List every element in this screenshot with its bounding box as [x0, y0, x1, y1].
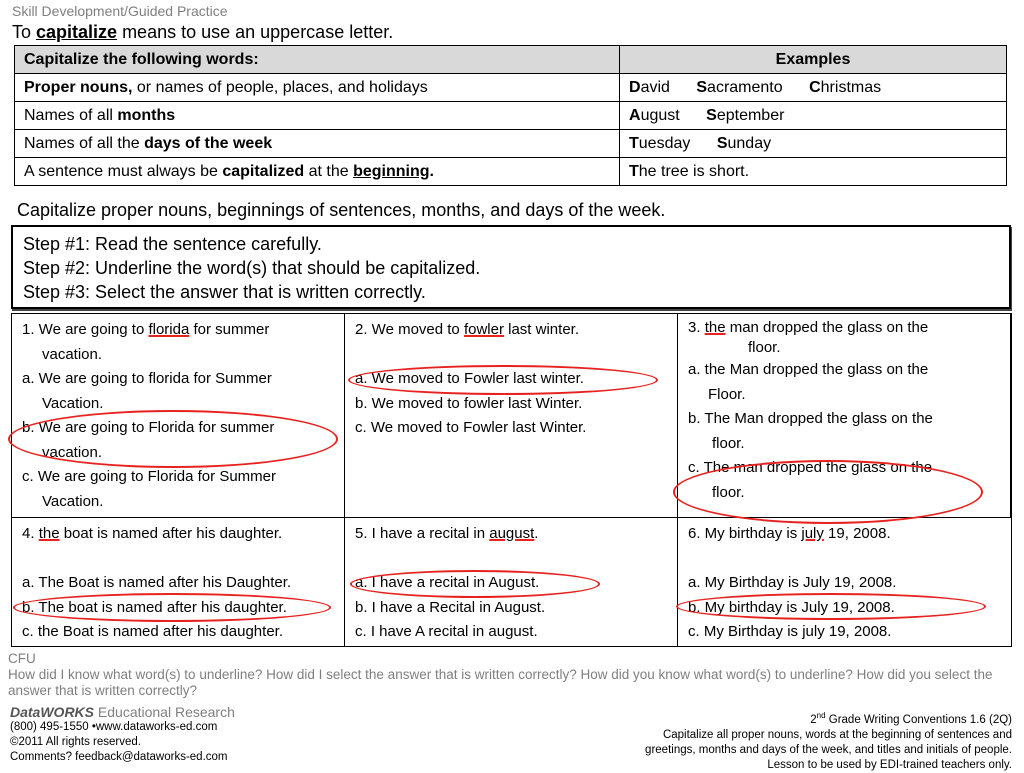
problem-1: 1. We are going to florida for summer vacation. a. We are going to florida for Summer Vacation. b. We are going to Florida for summer vacation. c. We are going to Florida for Summer Vacation.: [12, 314, 345, 518]
intro-definition: To capitalize means to use an uppercase letter.: [12, 22, 394, 42]
examples-header: Examples: [620, 46, 1007, 74]
example-cell: The tree is short.: [620, 158, 1007, 186]
rule-cell: Names of all months: [15, 102, 620, 130]
rules-header: Capitalize the following words:: [15, 46, 620, 74]
answer-a[interactable]: a. My Birthday is July 19, 2008.: [688, 574, 897, 591]
answer-c[interactable]: c. We are going to Florida for Summer: [22, 468, 276, 485]
answer-b[interactable]: b. The boat is named after his daughter.: [22, 598, 287, 616]
cfu-text: How did I know what word(s) to underline? How did I select the answer that is written correctly? How did you know what word(s) to underline? How did you select the answer that is written correctly?: [8, 667, 993, 698]
answer-a[interactable]: a. We moved to Fowler last winter.: [355, 370, 584, 387]
answer-c[interactable]: c. the Boat is named after his daughter.: [22, 623, 283, 640]
answer-a[interactable]: a. I have a recital in August.: [355, 574, 540, 591]
answer-b[interactable]: b. We moved to fowler last Winter.: [355, 394, 583, 412]
capitalization-rules-table: [14, 45, 1007, 186]
answer-b[interactable]: b. My birthday is July 19, 2008.: [688, 598, 895, 616]
table-row: [15, 74, 1007, 102]
feedback-email: Comments? feedback@dataworks-ed.com: [10, 751, 228, 763]
answer-circle: [348, 365, 658, 395]
step-3: Step #3: Select the answer that is written correctly.: [23, 282, 426, 302]
answer-a[interactable]: a. the Man dropped the glass on the: [688, 361, 929, 378]
step-2: Step #2: Underline the word(s) that should be capitalized.: [23, 258, 481, 278]
copyright: ©2011 All rights reserved.: [10, 736, 141, 748]
answer-circle: [8, 410, 338, 468]
cfu-section: [8, 651, 1008, 699]
table-row: [15, 102, 1007, 130]
question: 5. I have a recital in august.: [355, 525, 539, 542]
question: 2. We moved to fowler last winter.: [355, 321, 579, 338]
answer-circle: [676, 593, 986, 620]
practice-grid: [11, 313, 1012, 647]
answer-a[interactable]: a. The Boat is named after his Daughter.: [22, 574, 292, 591]
example-cell: August September: [620, 102, 1007, 130]
footer-left: [10, 705, 235, 765]
answer-a[interactable]: a. We are going to florida for Summer: [22, 370, 272, 387]
steps-box: [11, 225, 1011, 309]
answer-c[interactable]: c. My Birthday is july 19, 2008.: [688, 623, 892, 640]
answer-c[interactable]: c. The man dropped the glass on the: [688, 459, 933, 476]
answer-circle: [13, 593, 331, 622]
step-1: Step #1: Read the sentence carefully.: [23, 234, 322, 254]
question: 3. the man dropped the glass on the: [688, 319, 929, 336]
question: 4. the boat is named after his daughter.: [22, 525, 283, 542]
problem-2: [345, 314, 678, 518]
footer-right: 2nd Grade Writing Conventions 1.6 (2Q) Capitalize all proper nouns, words at the beginning of sentences and greetings, months and days of the week, and titles and initials of people. Lesson to be used by EDI-trained teachers only.: [645, 708, 1012, 773]
dataworks-logo: DataWORKS Educational Research: [10, 704, 235, 720]
example-cell: Tuesday Sunday: [620, 130, 1007, 158]
problem-3: 3. the man dropped the glass on the floor. a. the Man dropped the glass on the Floor. b. The Man dropped the glass on the floor. c. The man dropped the glass on the floor.: [678, 314, 1011, 518]
question: 1. We are going to florida for summer: [22, 321, 270, 338]
cfu-label: CFU: [8, 651, 36, 666]
answer-circle: [350, 570, 600, 598]
answer-b[interactable]: b. We are going to Florida for summer: [22, 419, 275, 436]
rule-cell: A sentence must always be capitalized at the beginning.: [15, 158, 620, 186]
answer-c[interactable]: c. I have A recital in august.: [355, 623, 538, 640]
answer-circle: [673, 460, 983, 524]
answer-b[interactable]: b. I have a Recital in August.: [355, 598, 546, 616]
answer-c[interactable]: c. We moved to Fowler last Winter.: [355, 419, 587, 436]
table-header-row: [15, 46, 1007, 74]
table-row: [15, 130, 1007, 158]
contact-info: (800) 495-1550 •www.dataworks-ed.com: [10, 721, 218, 733]
problem-4: [12, 518, 345, 646]
subtitle: Skill Development/Guided Practice: [12, 3, 228, 19]
problem-6: [678, 518, 1011, 646]
rule-statement: Capitalize proper nouns, beginnings of sentences, months, and days of the week.: [17, 200, 666, 220]
lesson-title: 2nd Grade Writing Conventions 1.6 (2Q): [810, 711, 1012, 726]
answer-b[interactable]: b. The Man dropped the glass on the: [688, 410, 933, 427]
example-cell: David Sacramento Christmas: [620, 74, 1007, 102]
table-row: [15, 158, 1007, 186]
rule-cell: Names of all the days of the week: [15, 130, 620, 158]
question: 6. My birthday is july 19, 2008.: [688, 525, 891, 542]
rule-cell: Proper nouns, or names of people, places, and holidays: [15, 74, 620, 102]
